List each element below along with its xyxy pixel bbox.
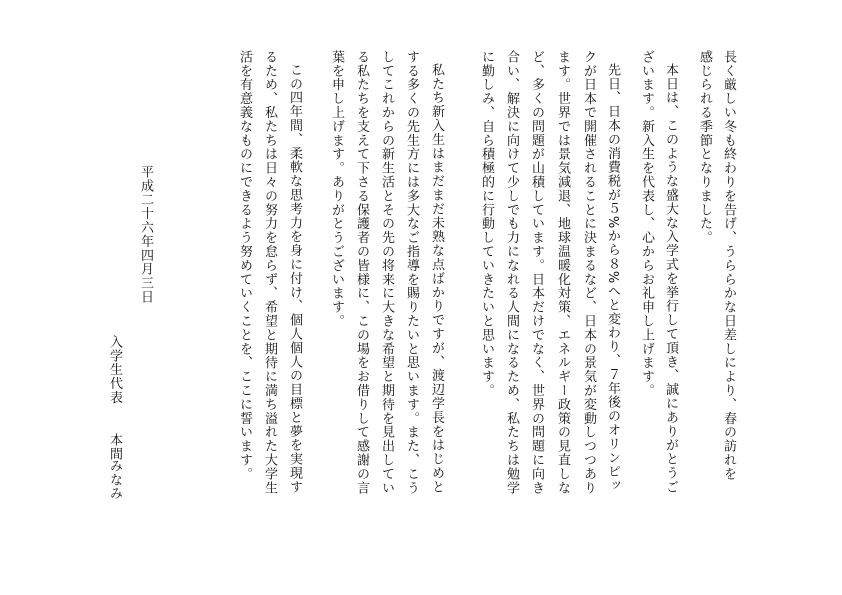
- body-line-15: 葉を申し上げます。ありがとうございます。: [329, 50, 344, 328]
- body-line-1: 長く厳しい冬も終わりを告げ、うららかな日差しにより、春の訪れを: [721, 50, 736, 481]
- body-line-9: 合い、解決に向けて少しでも力になれる人間になるため、私たちは勉学: [504, 50, 519, 495]
- body-line-10: に勤しみ、自ら積極的に行動していきたいと思います。: [479, 50, 494, 398]
- body-line-4: ざいます。新入生を代表し、心からお礼申し上げます。: [639, 50, 654, 398]
- body-line-12: する多くの先生方には多大なご指導を賜りたいと思います。また、こう: [404, 50, 419, 495]
- body-line-2: 感じられる季節となりました。: [697, 50, 712, 245]
- body-line-11: 私たち新入生はまだまだ未熟な点ばかりですが、渡辺学長をはじめと: [429, 63, 444, 494]
- body-line-8: ど、多くの問題が山積しています。日本だけでなく、世界の問題に向き: [529, 50, 544, 495]
- body-line-18: 活を有意義なものにできるよう努めていくことを、ここに誓います。: [237, 50, 252, 481]
- date-line: 平成二十六年四月三日: [138, 165, 153, 304]
- body-line-5: 先日、日本の消費税が５%から８%へと変わり、７年後のオリンピッ: [605, 63, 620, 493]
- signature-role: 入学生代表: [107, 335, 122, 405]
- body-line-13: してこれからの新生活とその先の将来に大きな希望と期待を見出してい: [379, 50, 394, 495]
- body-line-14: る私たちを支えて下さる保護者の皆様に、この場をお借りして感謝の言: [354, 50, 369, 495]
- body-line-7: ます。世界では景気減退、地球温暖化対策、エネルギー政策の見直しな: [555, 50, 570, 495]
- signature-given-name: みなみ: [107, 459, 122, 501]
- body-line-16: この四年間、柔軟な思考力を身に付け、個人個人の目標と夢を実現す: [287, 63, 302, 494]
- body-line-17: るため、私たちは日々の努力を怠らず、希望と期待に満ち溢れた大学生: [262, 50, 277, 495]
- signature-surname: 本間: [107, 433, 122, 461]
- body-line-6: クが日本で開催されることに決まるなど、日本の景気が変動しつつあり: [581, 50, 596, 495]
- body-line-3: 本日は、このような盛大な入学式を挙行して頂き、誠にありがとうご: [663, 63, 678, 494]
